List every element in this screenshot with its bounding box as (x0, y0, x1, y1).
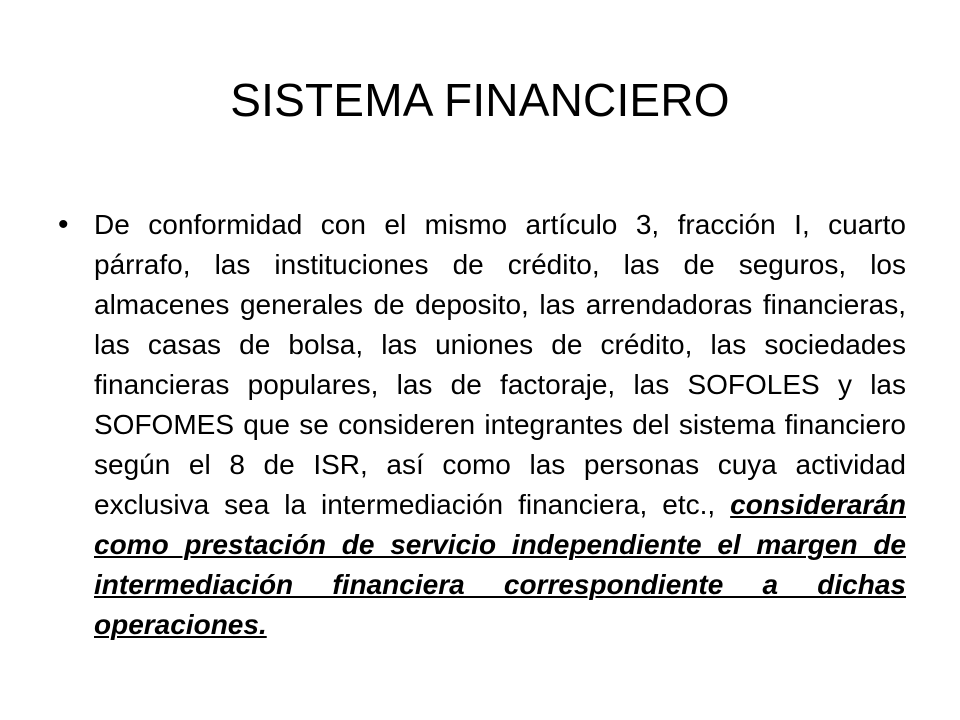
bullet-item (58, 205, 908, 645)
bullet-dot-icon: • (58, 208, 69, 241)
bullet-paragraph (94, 205, 906, 645)
bullet-normal-text: De conformidad con el mismo artículo 3, fracción I, cuarto párrafo, las instituciones de crédito, las de seguros, los almacenes generales de deposito, las arrendadoras financieras, las casas de bolsa, las uniones de crédito, las sociedades financieras populares, las de factoraje, las SOFOLES y las SOFOMES que se consideren integrantes del sistema financiero según el 8 de ISR, así como las personas cuya actividad exclusiva sea la intermediación financiera, etc., (94, 209, 906, 520)
bullet-emphasis-text: considerarán como prestación de servicio independiente el margen de intermediación financiera correspondiente a dichas operaciones. (94, 489, 906, 640)
slide-title: SISTEMA FINANCIERO (230, 74, 730, 126)
